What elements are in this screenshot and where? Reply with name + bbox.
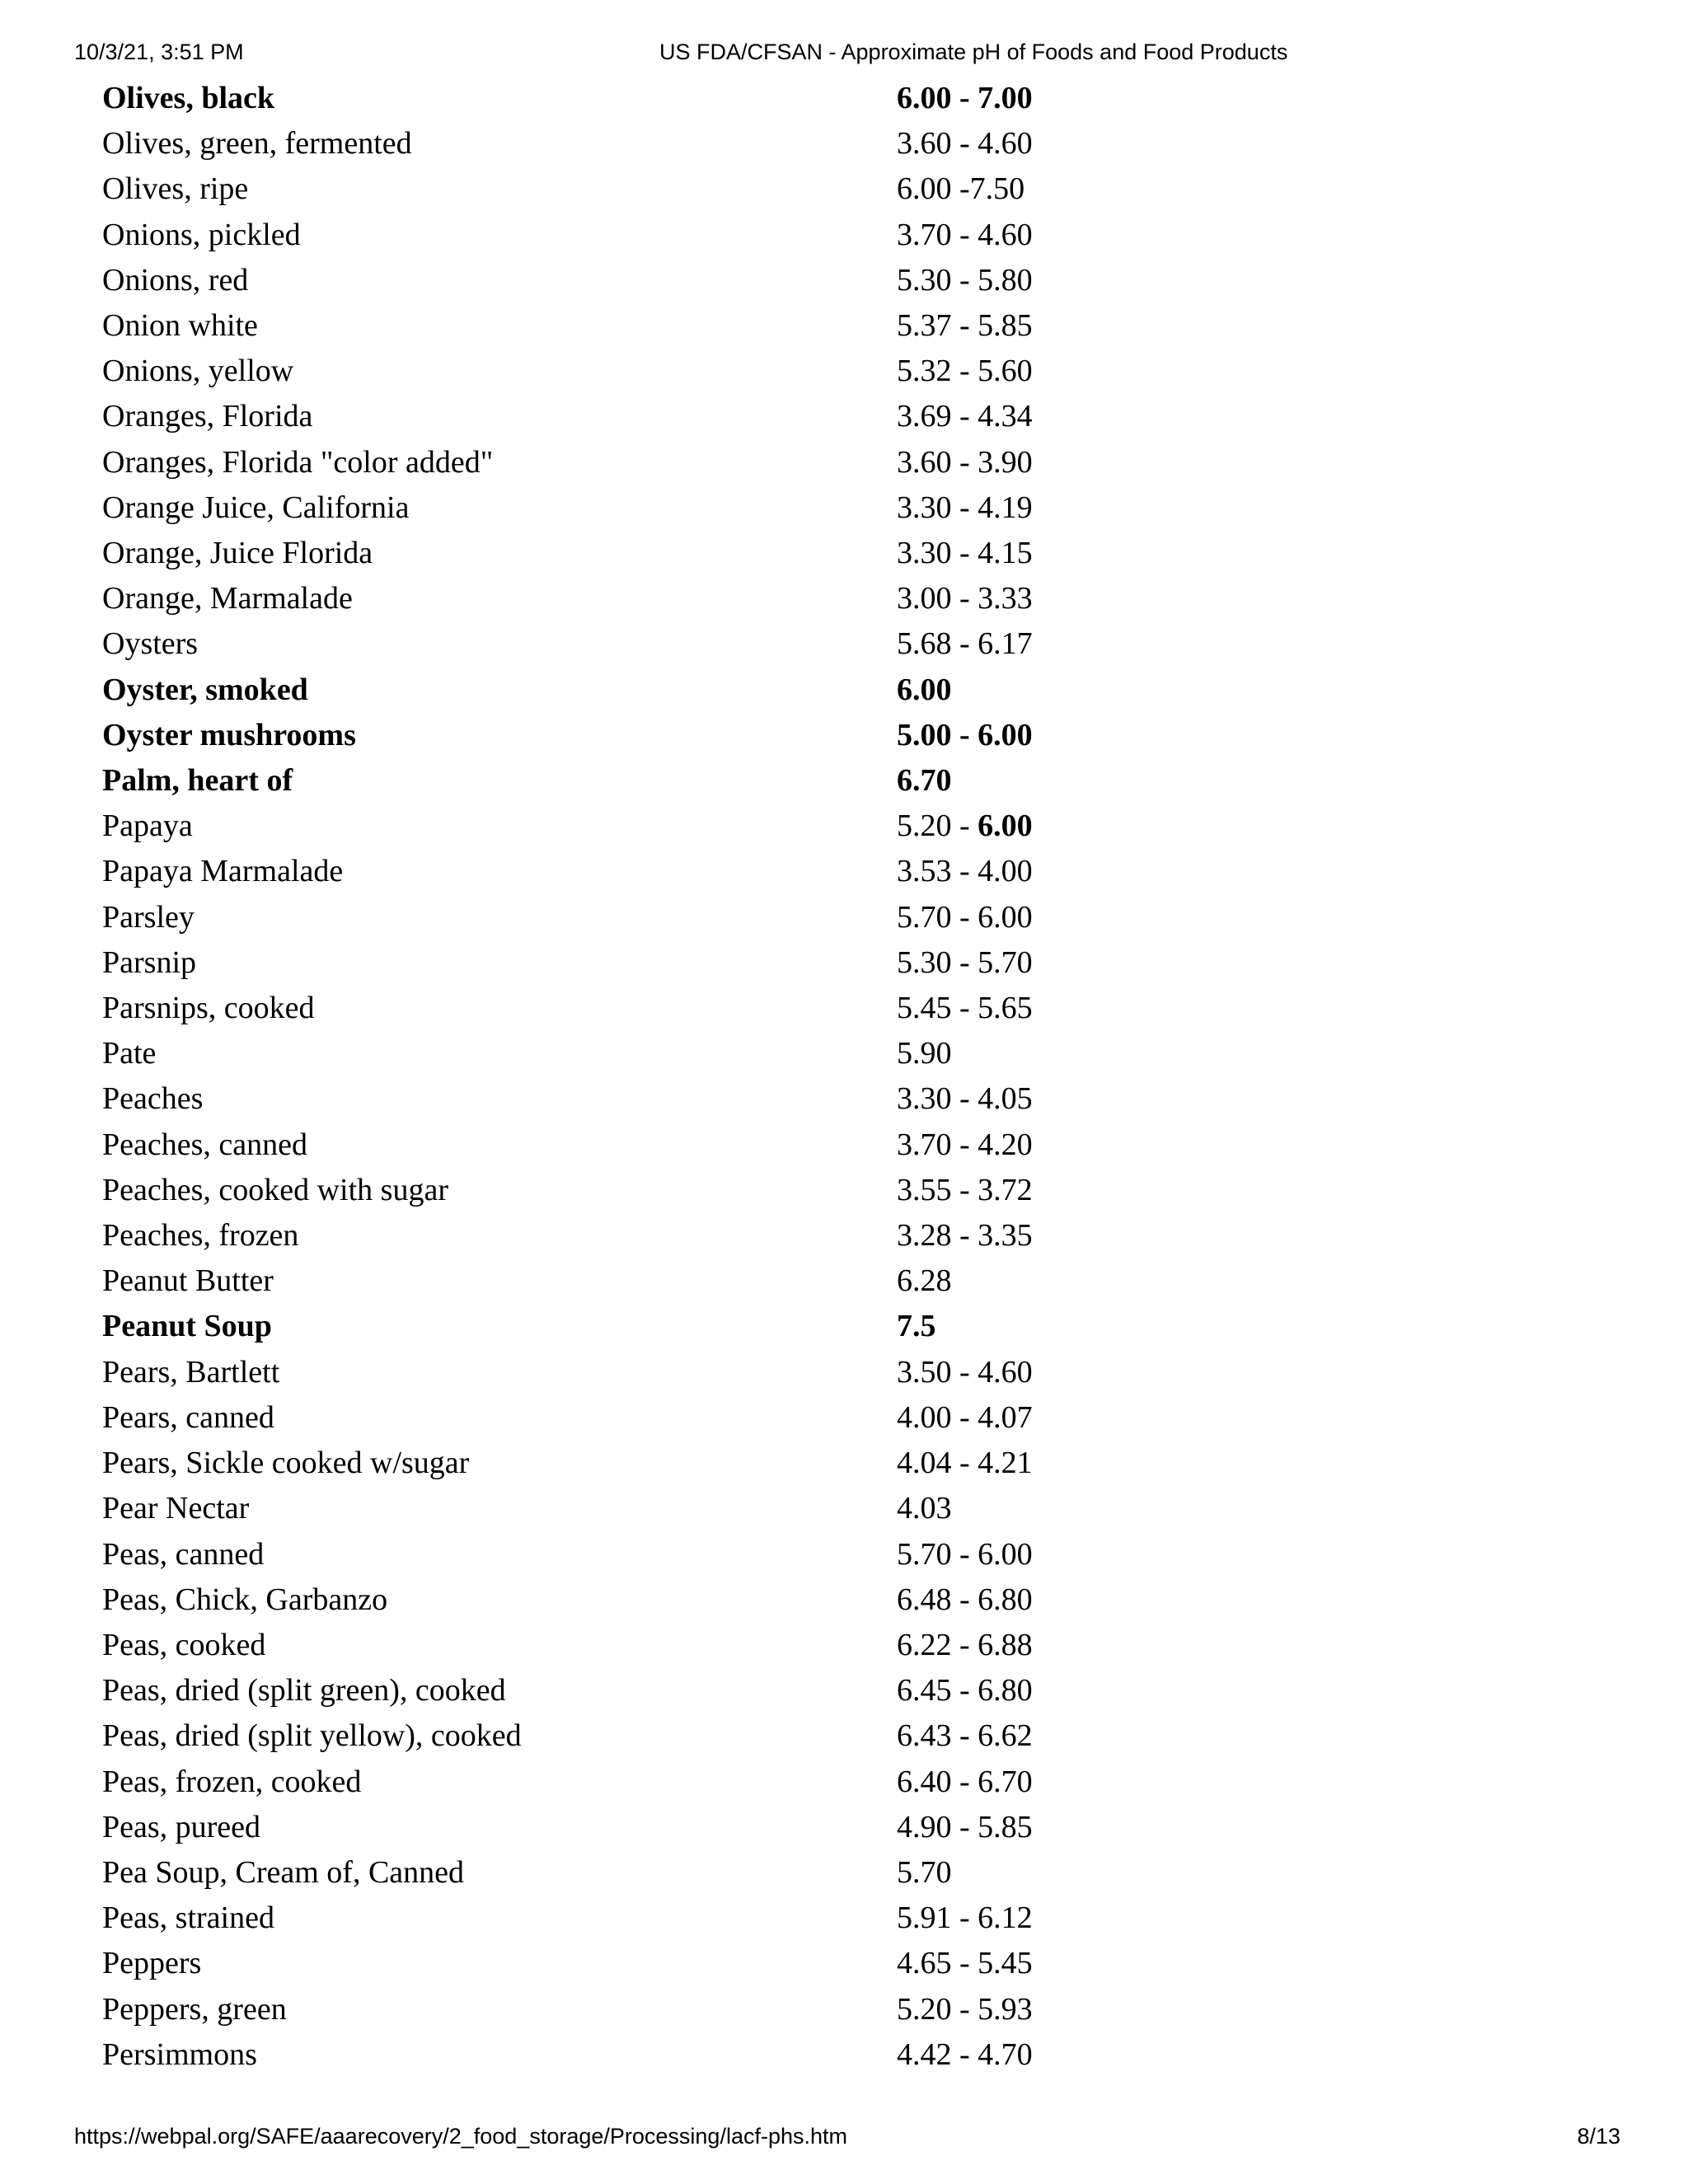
food-name: Pears, Bartlett: [102, 1354, 280, 1390]
food-name: Peanut Soup: [102, 1309, 272, 1344]
ph-table: [102, 76, 1174, 2078]
ph-range-high: 6.00: [978, 808, 1033, 844]
table-row: [102, 986, 1174, 1031]
ph-range: 6.00 - 7.00: [897, 81, 1033, 115]
table-row: [102, 1213, 1174, 1258]
ph-range: 6.28: [897, 1263, 952, 1299]
table-row: [102, 1486, 1174, 1531]
table-row: [102, 1941, 1174, 1986]
food-name: Peaches: [102, 1081, 204, 1117]
ph-range: 3.28 - 3.35: [897, 1218, 1033, 1254]
table-row: [102, 804, 1174, 849]
food-name: Onions, red: [102, 262, 249, 298]
ph-range: [897, 804, 1174, 849]
food-name: Pears, canned: [102, 1399, 274, 1435]
food-name: Peas, Chick, Garbanzo: [102, 1582, 388, 1617]
food-name: Persimmons: [102, 2036, 257, 2072]
table-row: [102, 849, 1174, 894]
food-name: Onions, yellow: [102, 354, 294, 389]
food-name: Peas, strained: [102, 1900, 274, 1936]
ph-range: 5.32 - 5.60: [897, 354, 1033, 389]
table-row: [102, 1896, 1174, 1941]
ph-range: 5.45 - 5.65: [897, 991, 1033, 1026]
print-header: [0, 40, 1688, 73]
table-row: [102, 213, 1174, 258]
ph-range: 5.20 - 5.93: [897, 1991, 1033, 2027]
table-row: [102, 166, 1174, 212]
table-row: [102, 1850, 1174, 1896]
ph-range: 3.69 - 4.34: [897, 399, 1033, 434]
food-name: Pea Soup, Cream of, Canned: [102, 1854, 465, 1890]
table-row: [102, 1258, 1174, 1304]
table-row: [102, 1304, 1174, 1349]
table-row: [102, 621, 1174, 667]
table-row: [102, 1395, 1174, 1441]
ph-range: 5.90: [897, 1036, 952, 1071]
ph-range: 6.22 - 6.88: [897, 1627, 1033, 1662]
table-row: [102, 258, 1174, 303]
ph-range: 3.70 - 4.60: [897, 217, 1033, 252]
table-row: [102, 1076, 1174, 1122]
ph-range: 3.30 - 4.19: [897, 490, 1033, 525]
ph-range: 4.42 - 4.70: [897, 2036, 1033, 2072]
food-name: Peaches, frozen: [102, 1218, 299, 1254]
table-row: [102, 1532, 1174, 1577]
table-row: [102, 76, 1174, 121]
table-row: [102, 1713, 1174, 1759]
ph-range: 4.00 - 4.07: [897, 1399, 1033, 1435]
ph-range: 3.60 - 4.60: [897, 126, 1033, 162]
ph-range: 5.00 - 6.00: [897, 717, 1033, 752]
print-datetime: 10/3/21, 3:51 PM: [74, 40, 244, 64]
table-row: [102, 1805, 1174, 1850]
ph-range: 4.03: [897, 1491, 952, 1526]
page-title: US FDA/CFSAN - Approximate pH of Foods and Food Products: [659, 40, 1288, 64]
ph-range: 3.30 - 4.05: [897, 1081, 1033, 1117]
food-name: Peaches, cooked with sugar: [102, 1172, 448, 1207]
ph-range-low: 5.20 -: [897, 808, 978, 844]
table-row: [102, 1987, 1174, 2032]
ph-range: 3.00 - 3.33: [897, 581, 1033, 616]
food-name: Oranges, Florida "color added": [102, 444, 494, 480]
ph-range: 6.43 - 6.62: [897, 1718, 1033, 1754]
table-row: [102, 1350, 1174, 1395]
table-row: [102, 576, 1174, 621]
page-number: 8/13: [1577, 2124, 1620, 2149]
ph-range: 5.37 - 5.85: [897, 308, 1033, 344]
table-row: [102, 303, 1174, 349]
ph-range: 6.00: [897, 672, 952, 707]
ph-range: 6.40 - 6.70: [897, 1764, 1033, 1799]
table-row: [102, 1577, 1174, 1623]
food-name: Pear Nectar: [102, 1491, 250, 1526]
food-name: Peas, canned: [102, 1536, 265, 1572]
food-name: Olives, black: [102, 81, 275, 115]
food-name: Oyster, smoked: [102, 672, 308, 707]
ph-range: 3.70 - 4.20: [897, 1127, 1033, 1162]
ph-range: 5.70 - 6.00: [897, 899, 1033, 935]
ph-range: 3.50 - 4.60: [897, 1354, 1033, 1390]
table-row: [102, 349, 1174, 394]
table-row: [102, 668, 1174, 713]
food-name: Papaya: [102, 808, 193, 844]
food-name: Orange, Juice Florida: [102, 536, 373, 571]
table-row: [102, 1168, 1174, 1213]
ph-range: 5.70: [897, 1854, 952, 1890]
ph-range: 5.30 - 5.70: [897, 944, 1033, 980]
table-row: [102, 2032, 1174, 2078]
food-name: Peas, pureed: [102, 1809, 261, 1844]
table-row: [102, 1760, 1174, 1805]
ph-range: 5.91 - 6.12: [897, 1900, 1033, 1936]
ph-range: 4.90 - 5.85: [897, 1809, 1033, 1844]
table-row: [102, 440, 1174, 485]
ph-range: 6.48 - 6.80: [897, 1582, 1033, 1617]
food-name: Oranges, Florida: [102, 399, 313, 434]
table-row: [102, 1122, 1174, 1168]
ph-range: 7.5: [897, 1309, 936, 1344]
ph-range: 4.65 - 5.45: [897, 1946, 1033, 1981]
food-name: Oysters: [102, 626, 199, 662]
food-name: Peaches, canned: [102, 1127, 307, 1162]
food-name: Peas, dried (split green), cooked: [102, 1673, 506, 1708]
ph-range: 3.53 - 4.00: [897, 854, 1033, 889]
ph-range: 5.68 - 6.17: [897, 626, 1033, 662]
ph-range: 4.04 - 4.21: [897, 1446, 1033, 1481]
food-name: Papaya Marmalade: [102, 854, 344, 889]
food-name: Palm, heart of: [102, 763, 293, 799]
table-row: [102, 940, 1174, 986]
food-name: Orange, Marmalade: [102, 581, 353, 616]
table-row: [102, 758, 1174, 804]
food-name: Pate: [102, 1036, 157, 1071]
table-row: [102, 713, 1174, 758]
food-name: Onions, pickled: [102, 217, 301, 252]
food-name: Pears, Sickle cooked w/sugar: [102, 1446, 470, 1481]
food-name: Parsley: [102, 899, 195, 935]
table-row: [102, 394, 1174, 439]
food-name: Peppers: [102, 1946, 202, 1981]
table-row: [102, 1031, 1174, 1076]
table-row: [102, 1623, 1174, 1668]
table-row: [102, 531, 1174, 576]
print-footer: [0, 2124, 1688, 2157]
food-name: Peas, dried (split yellow), cooked: [102, 1718, 522, 1754]
food-name: Olives, ripe: [102, 171, 249, 207]
food-name: Peas, frozen, cooked: [102, 1764, 362, 1799]
ph-range: 6.00 -7.50: [897, 171, 1025, 207]
ph-range: 5.70 - 6.00: [897, 1536, 1033, 1572]
table-row: [102, 1441, 1174, 1486]
table-row: [102, 1668, 1174, 1713]
ph-range: 6.70: [897, 763, 952, 799]
ph-range: 3.55 - 3.72: [897, 1172, 1033, 1207]
ph-range: 5.30 - 5.80: [897, 262, 1033, 298]
food-name: Orange Juice, California: [102, 490, 410, 525]
food-name: Olives, green, fermented: [102, 126, 412, 162]
food-name: Peppers, green: [102, 1991, 287, 2027]
ph-range: 3.30 - 4.15: [897, 536, 1033, 571]
page-url: https://webpal.org/SAFE/aaarecovery/2_food_storage/Processing/lacf-phs.htm: [74, 2124, 847, 2149]
food-name: Peas, cooked: [102, 1627, 266, 1662]
ph-range: 3.60 - 3.90: [897, 444, 1033, 480]
table-row: [102, 895, 1174, 940]
food-name: Onion white: [102, 308, 258, 344]
food-name: Oyster mushrooms: [102, 717, 356, 752]
food-name: Parsnips, cooked: [102, 991, 315, 1026]
food-name: Parsnip: [102, 944, 196, 980]
ph-table-body: [102, 76, 1174, 2078]
table-row: [102, 485, 1174, 531]
ph-range: 6.45 - 6.80: [897, 1673, 1033, 1708]
food-name: Peanut Butter: [102, 1263, 274, 1299]
table-row: [102, 121, 1174, 166]
